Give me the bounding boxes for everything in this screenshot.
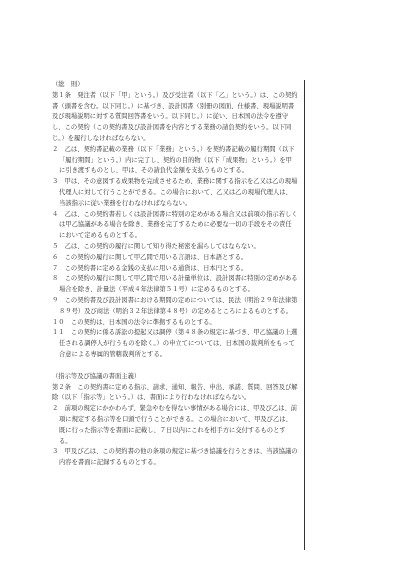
section-heading-written-instructions: （指示等及び協議の書面主義） <box>52 372 141 380</box>
article-1-paragraph-2: ２ 乙は、契約書記載の業務（以下「業務」という。）を契約書記載の履行期間（以下「履行期間」という。）内に完了し、契約の目的物（以下「成果物」という。）を甲に引き渡すものとし、甲は、その請負代金額を支払うものとする。 <box>52 145 295 175</box>
contract-body <box>52 80 298 469</box>
article-1-paragraph-10: １０ この契約は、日本国の法令に準拠するものとする。 <box>52 318 216 326</box>
section-heading-general-provisions: （総 則） <box>52 81 84 88</box>
margin-rule-line <box>304 80 305 550</box>
article-1-paragraph-5: ５ 乙は、この契約の履行に関して知り得た秘密を漏らしてはならない。 <box>52 242 260 250</box>
article-1-paragraph-1: 第１条 発注者（以下「甲」という。）及び受注者（以下「乙」という。）は、この契約書（頭書を含む。以下同じ。）に基づき、設計図書（別冊の図面、仕様書、現場説明書及び現場説明に対する質問回答書をいう。以下同じ。）に従い、日本国の法令を遵守し、この契約（この契約書及び設計図書を内容とする業務の請負契約をいう。以下同じ。）を履行しなければならない。 <box>52 91 298 142</box>
section-spacer <box>52 361 298 372</box>
article-1-paragraph-8: ８ この契約の履行に関して甲乙間で用いる計量単位は、設計図書に特別の定めがある場合を除き、計量法（平成４年法律第５１号）に定めるものとする。 <box>52 275 298 294</box>
article-2-paragraph-1: 第２条 この契約書に定める指示、請求、通知、報告、申出、承諾、質問、回答及び解除（以下「指示等」という。）は、書面により行わなければならない。 <box>52 383 298 402</box>
article-2-paragraph-2: ２ 前項の規定にかかわらず、緊急やむを得ない事情がある場合には、甲及び乙は、前項に規定する指示等を口頭で行うことができる。この場合において、甲及び乙は、既に行った指示等を書面に記載し、７日以内にこれを相手方に交付するものとする。 <box>52 405 298 445</box>
article-1-paragraph-6: ６ この契約の履行に関して甲乙間で用いる言語は、日本語とする。 <box>52 253 248 261</box>
article-1-paragraph-4: ４ 乙は、この契約書若しくは設計図書に特別の定めがある場合又は前項の指示若しくは甲乙協議がある場合を除き、業務を完了するために必要な一切の手段をその責任において定めるものとする。 <box>52 210 298 240</box>
article-1-paragraph-9: ９ この契約書及び設計図書における期間の定めについては、民法（明治２９年法律第８９号）及び商法（明治３２年法律第４８号）の定めるところによるものとする。 <box>52 296 298 315</box>
article-1-paragraph-3: ３ 甲は、その意図する成果物を完成させるため、業務に関する指示を乙又は乙の現場代理人に対して行うことができる。この場合において、乙又は乙の現場代理人は、当該指示に従い業務を行わなければならない。 <box>52 178 298 207</box>
article-1-paragraph-11: １１ この契約に係る訴訟の提起又は調停（第４８条の規定に基づき、甲乙協議の上選任される調停人が行うものを除く。）の申立てについては、日本国の裁判所をもって合意による専属的管轄裁判所とする。 <box>52 329 298 358</box>
article-2-paragraph-3: ３ 甲及び乙は、この契約書の他の条項の規定に基づき協議を行うときは、当該協議の内容を書面に記録するものとする。 <box>52 448 298 467</box>
article-1-paragraph-7: ７ この契約書に定める金銭の支払に用いる通貨は、日本円とする。 <box>52 264 248 272</box>
